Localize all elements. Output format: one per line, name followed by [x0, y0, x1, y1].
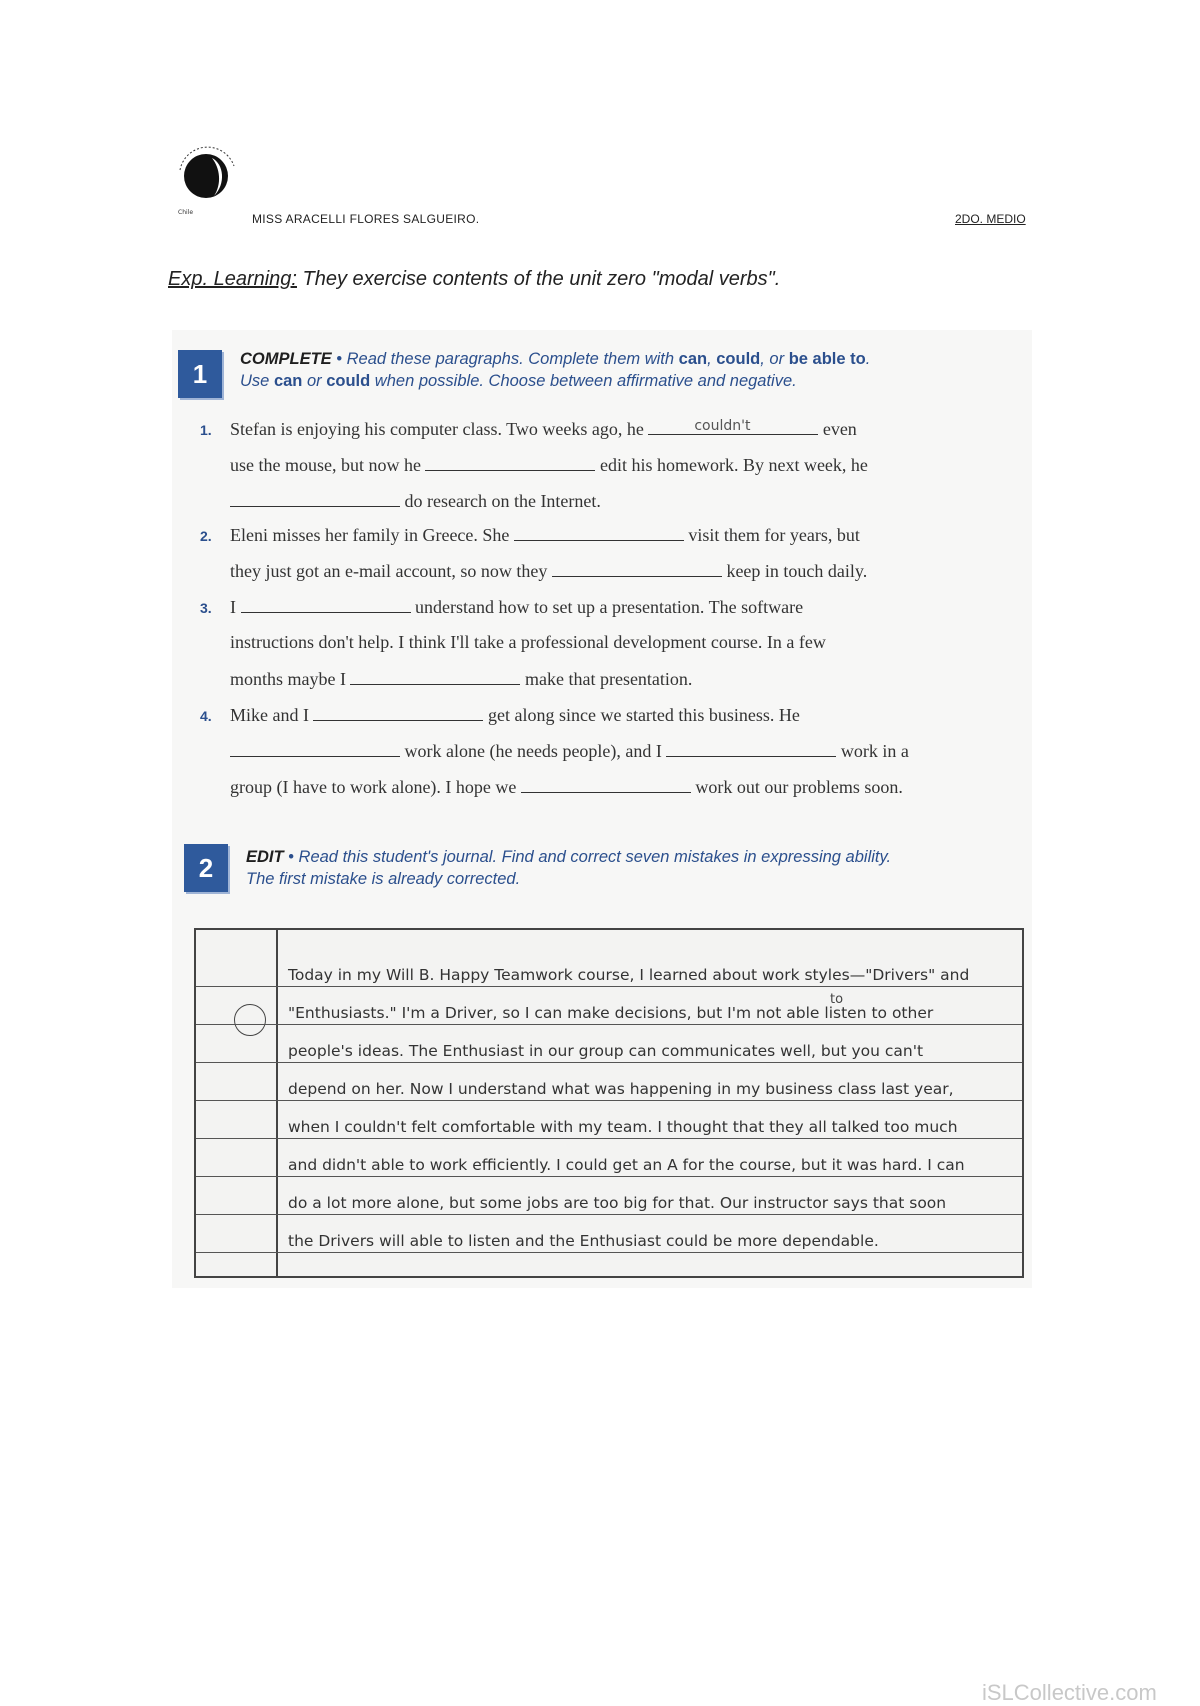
exercise-2-badge: 2: [184, 844, 228, 892]
item-number: 3.: [200, 600, 212, 616]
exercise-line: work alone (he needs people), and I work in a: [230, 740, 909, 762]
journal-line: people's ideas. The Enthusiast in our group can communicates well, but you can't: [288, 1042, 924, 1060]
school-logo: [168, 140, 246, 218]
item-number: 4.: [200, 708, 212, 724]
exercise-2-instructions: EDIT • Read this student's journal. Find and correct seven mistakes in expressing ability. The first mistake is already corrected.: [246, 848, 892, 888]
exercise-line: Eleni misses her family in Greece. She visit them for years, but: [230, 525, 860, 545]
answer-blank[interactable]: [552, 560, 722, 577]
answer-blank[interactable]: [648, 418, 818, 435]
answer-blank[interactable]: [425, 454, 595, 471]
svg-text:Chile: Chile: [178, 209, 194, 216]
exercise-line: instructions don't help. I think I'll take a professional development course. In a few: [230, 632, 826, 652]
exercise-line: they just got an e-mail account, so now they keep in touch daily.: [230, 561, 868, 581]
exercise-line: I understand how to set up a presentation. The software: [230, 597, 804, 617]
objective-text: They exercise contents of the unit zero "modal verbs".: [296, 268, 781, 290]
answer-blank[interactable]: [230, 490, 400, 507]
exercise-line: months maybe I make that presentation.: [230, 669, 693, 689]
answer-blank[interactable]: [350, 668, 520, 685]
exercise-line: Mike and I get along since we started this business. He: [230, 705, 800, 725]
exercise-line: do research on the Internet.: [230, 490, 601, 512]
item-number: 2.: [200, 528, 212, 544]
learning-objective: [168, 268, 780, 291]
answer-blank[interactable]: [514, 524, 684, 541]
watermark: iSLCollective.com: [982, 1680, 1157, 1705]
objective-label: Exp. Learning:: [168, 268, 297, 290]
exercise-1-badge: 1: [178, 350, 222, 398]
answer-blank[interactable]: [521, 776, 691, 793]
student-journal: [194, 928, 1024, 1278]
journal-line: depend on her. Now I understand what was happening in my business class last year,: [288, 1080, 954, 1098]
exercise-line: use the mouse, but now he edit his homework. By next week, he: [230, 455, 868, 475]
grade-level: 2DO. MEDIO: [955, 212, 1026, 226]
journal-line: and didn't able to work efficiently. I could get an A for the course, but it was hard. I can: [288, 1156, 965, 1174]
exercise-1-keyword: COMPLETE: [240, 350, 332, 368]
answer-blank[interactable]: [230, 740, 400, 757]
exercise-2-keyword: EDIT: [246, 848, 284, 866]
item-number: 1.: [200, 422, 212, 438]
exercise-line: Stefan is enjoying his computer class. Two weeks ago, he couldn't even: [230, 418, 857, 439]
filled-answer: couldn't: [694, 418, 751, 434]
answer-blank[interactable]: [313, 704, 483, 721]
journal-line: when I couldn't felt comfortable with my team. I thought that they all talked too much: [288, 1118, 958, 1136]
journal-line: the Drivers will able to listen and the Enthusiast could be more dependable.: [288, 1232, 879, 1250]
exercise-line: group (I have to work alone). I hope we work out our problems soon.: [230, 777, 903, 797]
answer-blank[interactable]: [241, 596, 411, 613]
exercise-1-instructions: COMPLETE • Read these paragraphs. Complete them with can, could, or be able to. Use can or could when possible. Choose between affirmative and negative.: [240, 350, 871, 390]
journal-line: "Enthusiasts." I'm a Driver, so I can make decisions, but I'm not able listen to other: [288, 1004, 934, 1022]
journal-line: Today in my Will B. Happy Teamwork course, I learned about work styles—"Drivers" and: [288, 966, 970, 984]
handwritten-correction: to: [830, 992, 844, 1007]
teacher-name: MISS ARACELLI FLORES SALGUEIRO.: [252, 212, 480, 226]
journal-line: do a lot more alone, but some jobs are too big for that. Our instructor says that soon: [288, 1194, 947, 1212]
answer-blank[interactable]: [666, 740, 836, 757]
